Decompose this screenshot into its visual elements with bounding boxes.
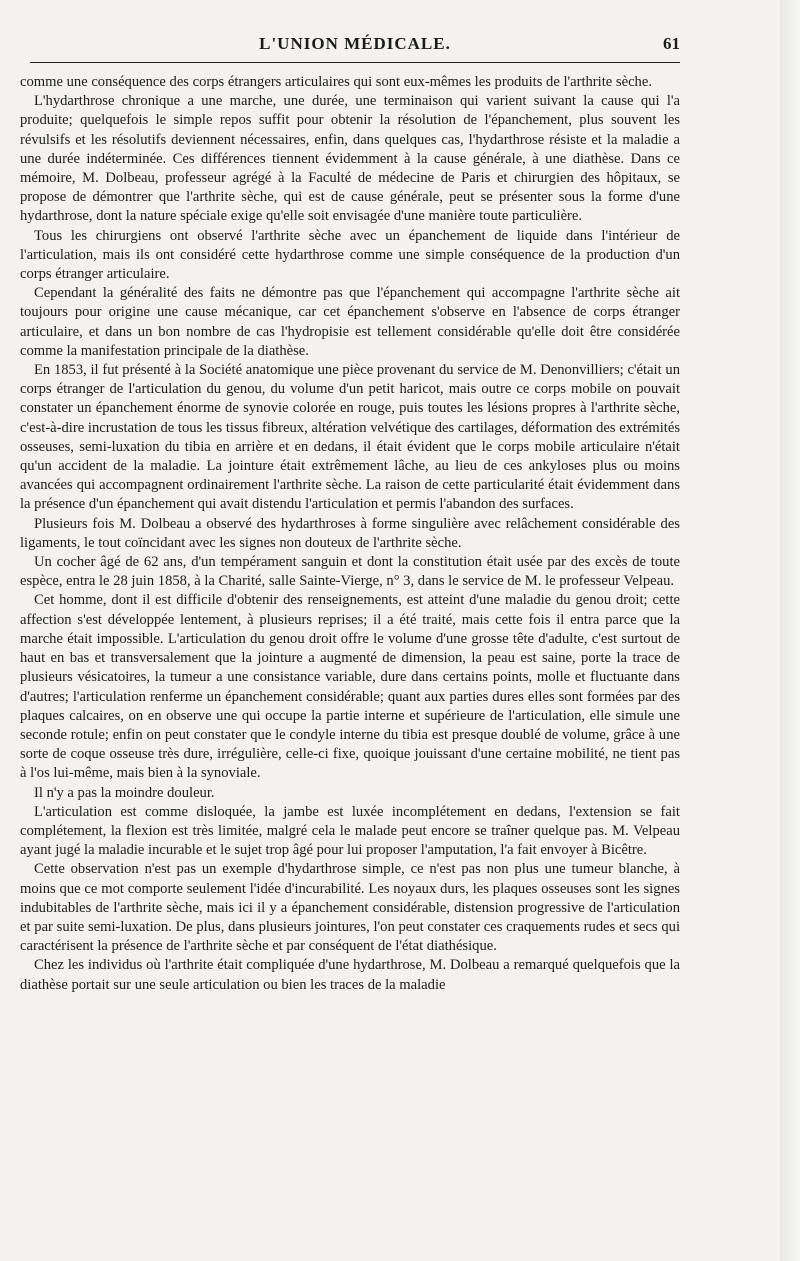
paragraph: L'hydarthrose chronique a une marche, une durée, une terminaison qui varient suivant la cause qui l'a produite; quelquefois le simple repos suffit pour obtenir la résolution de l'épanchement, plus souvent les révulsifs et les résolutifs deviennent nécessaires, enfin, dans quelques cas, l'hydarthrose résiste et la maladie a une durée indéterminée. Ces différences tiennent évidemment à la cause générale, à une diathèse. Dans ce mémoire, M. Dolbeau, professeur agrégé à la Faculté de médecine de Paris et chirurgien des hôpitaux, se propose de démontrer que l'arthrite sèche, qui est de cause générale, peut se présenter sous la forme d'une hydarthrose, dont la nature spéciale exige qu'elle soit envisagée d'une manière toute particulière. [20, 93, 680, 225]
article-body [20, 73, 680, 995]
paragraph: Cependant la généralité des faits ne démontre pas que l'épanchement qui accompagne l'arthrite sèche ait toujours pour origine une cause mécanique, car cet épanchement s'observe en l'absence de corps étranger articulaire, et dans un bon nombre de cas l'hydropisie est tellement considérable qu'elle doit être considérée comme la manifestation principale de la diathèse. [20, 285, 680, 359]
paragraph: Cette observation n'est pas un exemple d'hydarthrose simple, ce n'est pas non plus une tumeur blanche, à moins que ce mot comporte seulement l'idée d'incurabilité. Les noyaux durs, les plaques osseuses sont les signes indubitables de l'arthrite sèche, mais ici il y a épanchement considérable, distension progressive de l'articulation et par suite semi-luxation. De plus, dans plusieurs jointures, l'on peut constater ces craquements rudes et secs qui caractérisent la présence de l'arthrite sèche et par conséquent de l'état diathésique. [20, 861, 680, 955]
paragraph: L'articulation est comme disloquée, la jambe est luxée incomplétement en dedans, l'extension se fait complétement, la flexion est très limitée, malgré cela le malade peut encore se traîner quelque pas. M. Velpeau ayant jugé la maladie incurable et le sujet trop âgé pour lui proposer l'amputation, l'a fait envoyer à Bicêtre. [20, 803, 680, 859]
page-edge-shadow [780, 0, 800, 1261]
paragraph: Tous les chirurgiens ont observé l'arthrite sèche avec un épanchement de liquide dans l'intérieur de l'articulation, mais ils ont considéré cette hydarthrose comme une simple conséquence de la production d'un corps étranger articulaire. [20, 227, 680, 283]
paragraph: comme une conséquence des corps étrangers articulaires qui sont eux-mêmes les produits de l'arthrite sèche. [20, 74, 652, 90]
page-number: 61 [663, 34, 680, 53]
paragraph: Un cocher âgé de 62 ans, d'un tempérament sanguin et dont la constitution était usée par des excès de toute espèce, entra le 28 juin 1858, à la Charité, salle Sainte-Vierge, n° 3, dans le service de M. le professeur Velpeau. [20, 554, 680, 590]
journal-title: L'UNION MÉDICALE. [259, 34, 451, 53]
paragraph: Chez les individus où l'arthrite était compliquée d'une hydarthrose, M. Dolbeau a remarqué quelquefois que la diathèse portait sur une seule articulation ou bien les traces de la maladie [20, 957, 680, 993]
running-header [30, 30, 680, 63]
paragraph: Il n'y a pas la moindre douleur. [34, 784, 215, 801]
paragraph: Cet homme, dont il est difficile d'obtenir des renseignements, est atteint d'une maladie du genou droit; cette affection s'est développée lentement, à plusieurs reprises; il a été traité, mais cette fois il entra parce que la marche était impossible. L'articulation du genou droit offre le volume d'une grosse tête d'adulte, c'est surtout de haut en bas et transversalement que la jointure a augmenté de dimension, la peau est saine, porte la trace de plusieurs vésicatoires, la tumeur a une consistance variable, dure dans certains points, molle et fluctuante dans d'autres; l'articulation renferme un épanchement considérable; quant aux parties dures elles sont formées par des plaques calcaires, on en observe une qui occupe la partie interne et supérieure de l'articulation, elle simule une seconde rotule; enfin on peut constater que le condyle interne du tibia est presque doublé de volume, grâce à une sorte de coque osseuse très dure, irrégulière, celle-ci fixe, quoique jouissant d'une certaine mobilité, ne tient pas à l'os lui-même, mais bien à la synoviale. [20, 592, 680, 782]
paragraph: Plusieurs fois M. Dolbeau a observé des hydarthroses à forme singulière avec relâchement considérable des ligaments, le tout coïncidant avec les signes non douteux de l'arthrite sèche. [20, 515, 680, 551]
paragraph: En 1853, il fut présenté à la Société anatomique une pièce provenant du service de M. Denonvilliers; c'était un corps étranger de l'articulation du genou, du volume d'un petit haricot, mais outre ce corps mobile on pouvait constater un épanchement énorme de synovie colorée en rouge, puis toutes les lésions propres à l'arthrite sèche, c'est-à-dire incrustation de tous les tissus fibreux, altération velvétique des cartilages, déformation des extrémités osseuses, semi-luxation du tibia en arrière et en dedans, il était évident que le corps mobile articulaire n'était qu'un accident de la maladie. La jointure était extrêmement lâche, au lieu de ces ankyloses plus ou moins avancées qui accompagnent ordinairement l'arthrite sèche. La raison de cette particularité était évidemment dans la présence d'un épanchement qui avait distendu l'articulation et permis l'abandon des surfaces. [20, 362, 680, 513]
